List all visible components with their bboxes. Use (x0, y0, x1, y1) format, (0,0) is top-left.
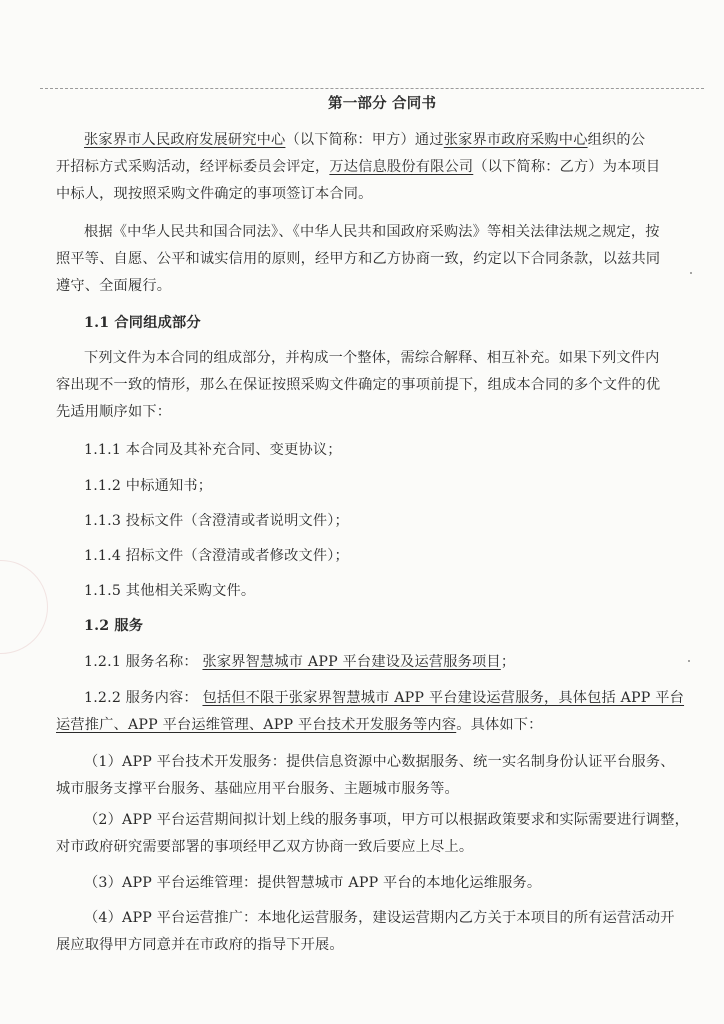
paragraph-2-line-1: 根据《中华人民共和国合同法》、《中华人民共和国政府采购法》等相关法律法规之规定，按 (84, 224, 660, 240)
paragraph-2-line-3: 遵守、全面履行。 (56, 278, 172, 294)
sub-item-3: （3）APP 平台运维管理：提供智慧城市 APP 平台的本地化运维服务。 (84, 875, 542, 891)
service-name-line: 1.2.1 服务名称： 张家界智慧城市 APP 平台建设及运营服务项目； (84, 654, 516, 670)
heading-1-1: 1.1 合同组成部分 (84, 315, 201, 331)
list-item: 1.1.2 中标通知书； (84, 478, 213, 494)
service-content-line-2: 运营推广、APP 平台运维管理、APP 平台技术开发服务等内容。具体如下： (56, 717, 543, 733)
sub-item-4-line-1: （4）APP 平台运营推广：本地化运营服务，建设运营期内乙方关于本项目的所有运营活动开 (84, 910, 675, 926)
party-a-name: 张家界市人民政府发展研究中心 (84, 132, 286, 148)
procurement-center-name: 张家界市政府采购中心 (443, 132, 588, 148)
s11-line-2: 容出现不一致的情形，那么在保证按照采购文件确定的事项前提下，组成本合同的多个文件的优 (56, 377, 661, 393)
service-content-line-1: 1.2.2 服务内容： 包括但不限于张家界智慧城市 APP 平台建设运营服务，具体包括 APP 平台 (84, 690, 685, 706)
sub-item-1-line-2: 城市服务支撑平台服务、基础应用平台服务、主题城市服务等。 (56, 781, 459, 797)
sub-item-2-line-1: （2）APP 平台运营期间拟计划上线的服务事项，甲方可以根据政策要求和实际需要进行调整， (84, 812, 689, 828)
heading-1-2: 1.2 服务 (84, 618, 144, 634)
scan-speck (688, 660, 690, 662)
service-content-value: 包括但不限于张家界智慧城市 APP 平台建设运营服务，具体包括 APP 平台 (202, 690, 685, 706)
header-rule (40, 88, 704, 89)
list-item: 1.1.4 招标文件（含澄清或者修改文件）； (84, 548, 349, 564)
party-b-name: 万达信息股份有限公司 (329, 159, 474, 175)
paragraph-1-line-1: 张家界市人民政府发展研究中心（以下简称：甲方）通过张家界市政府采购中心组织的公 (84, 132, 646, 148)
paragraph-2-line-2: 照平等、自愿、公平和诚实信用的原则，经甲方和乙方协商一致，约定以下合同条款，以兹共同 (56, 251, 661, 267)
service-name-value: 张家界智慧城市 APP 平台建设及运营服务项目 (202, 654, 501, 670)
seal-stamp-fragment (0, 560, 48, 654)
paragraph-1-line-3: 中标人，现按照采购文件确定的事项签订本合同。 (56, 186, 373, 202)
paragraph-1-line-2: 开招标方式采购活动，经评标委员会评定，万达信息股份有限公司（以下简称：乙方）为本项目 (56, 159, 661, 175)
sub-item-2-line-2: 对市政府研究需要部署的事项经甲乙双方协商一致后要应上尽上。 (56, 839, 474, 855)
list-item: 1.1.3 投标文件（含澄清或者说明文件）； (84, 513, 349, 529)
section-title: 第一部分 合同书 (328, 95, 437, 112)
list-item: 1.1.5 其他相关采购文件。 (84, 583, 256, 599)
scan-speck (690, 272, 692, 274)
s11-line-3: 先适用顺序如下： (56, 404, 172, 420)
sub-item-1-line-1: （1）APP 平台技术开发服务：提供信息资源中心数据服务、统一实名制身份认证平台服务、 (84, 754, 675, 770)
list-item: 1.1.1 本合同及其补充合同、变更协议； (84, 442, 342, 458)
sub-item-4-line-2: 展应取得甲方同意并在市政府的指导下开展。 (56, 937, 344, 953)
s11-line-1: 下列文件为本合同的组成部分，并构成一个整体，需综合解释、相互补充。如果下列文件内 (84, 350, 660, 366)
